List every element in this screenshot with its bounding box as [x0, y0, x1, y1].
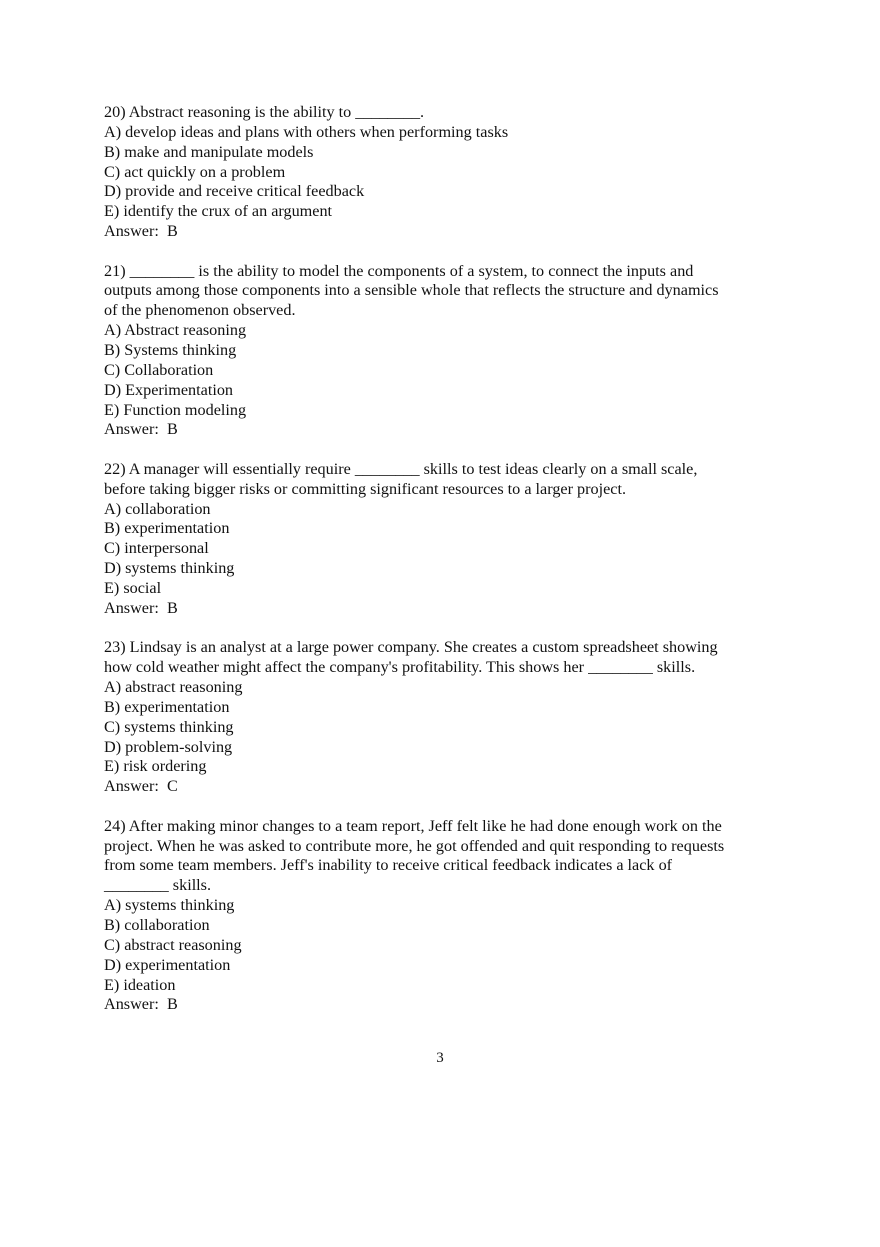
option-c: C) act quickly on a problem — [104, 162, 286, 181]
option-c: C) abstract reasoning — [104, 935, 242, 954]
option-e: E) Function modeling — [104, 400, 247, 419]
option-a: A) abstract reasoning — [104, 678, 243, 696]
option-a: A) systems thinking — [104, 896, 235, 915]
option-e: E) identify the crux of an argument — [104, 202, 333, 221]
option-a: A) Abstract reasoning — [104, 321, 247, 340]
question-stem-line: 24) After making minor changes to a team report, Jeff felt like he had done enough work on the — [104, 816, 722, 835]
option-e: E) social — [104, 578, 162, 597]
option-c: C) systems thinking — [104, 717, 234, 736]
option-b: B) experimentation — [104, 519, 230, 538]
question-stem-line: 22) A manager will essentially require ________ skills to test ideas clearly on a small scale, — [104, 459, 698, 478]
question-stem-line: how cold weather might affect the company's profitability. This shows her ________ skills. — [104, 658, 696, 677]
option-b: B) make and manipulate models — [104, 142, 314, 161]
question-list — [104, 103, 784, 1035]
question-stem-line: 23) Lindsay is an analyst at a large power company. She creates a custom spreadsheet showing — [104, 638, 718, 657]
answer-line: Answer: B — [104, 995, 178, 1014]
question-23 — [104, 638, 784, 797]
option-d: D) systems thinking — [104, 559, 235, 578]
question-stem-line: 20) Abstract reasoning is the ability to ________. — [104, 103, 425, 121]
option-b: B) Systems thinking — [104, 340, 237, 359]
answer-line: Answer: B — [104, 420, 178, 439]
answer-line: Answer: B — [104, 598, 178, 617]
option-d: D) provide and receive critical feedback — [104, 182, 365, 201]
question-stem-line: of the phenomenon observed. — [104, 301, 296, 320]
page-number: 3 — [436, 1050, 444, 1066]
option-e: E) ideation — [104, 975, 176, 994]
option-d: D) problem-solving — [104, 737, 233, 756]
question-22 — [104, 460, 784, 619]
question-stem-line: project. When he was asked to contribute more, he got offended and quit responding to requests — [104, 836, 725, 855]
question-stem-line: from some team members. Jeff's inability to receive critical feedback indicates a lack of — [104, 856, 673, 875]
option-d: D) experimentation — [104, 955, 231, 974]
question-stem-line: outputs among those components into a sensible whole that reflects the structure and dynamics — [104, 281, 719, 300]
question-24 — [104, 817, 784, 1015]
option-e: E) risk ordering — [104, 757, 207, 776]
answer-line: Answer: C — [104, 777, 178, 796]
question-21 — [104, 262, 784, 441]
question-20 — [104, 103, 784, 242]
answer-line: Answer: B — [104, 222, 178, 241]
question-stem-line: 21) ________ is the ability to model the components of a system, to connect the inputs and — [104, 261, 694, 280]
question-stem-line: before taking bigger risks or committing significant resources to a larger project. — [104, 479, 627, 498]
option-a: A) develop ideas and plans with others when performing tasks — [104, 122, 509, 141]
option-b: B) experimentation — [104, 697, 230, 716]
option-a: A) collaboration — [104, 499, 211, 518]
option-c: C) interpersonal — [104, 539, 209, 558]
question-stem-line: ________ skills. — [104, 876, 212, 895]
option-b: B) collaboration — [104, 915, 210, 934]
option-c: C) Collaboration — [104, 360, 214, 379]
option-d: D) Experimentation — [104, 380, 234, 399]
